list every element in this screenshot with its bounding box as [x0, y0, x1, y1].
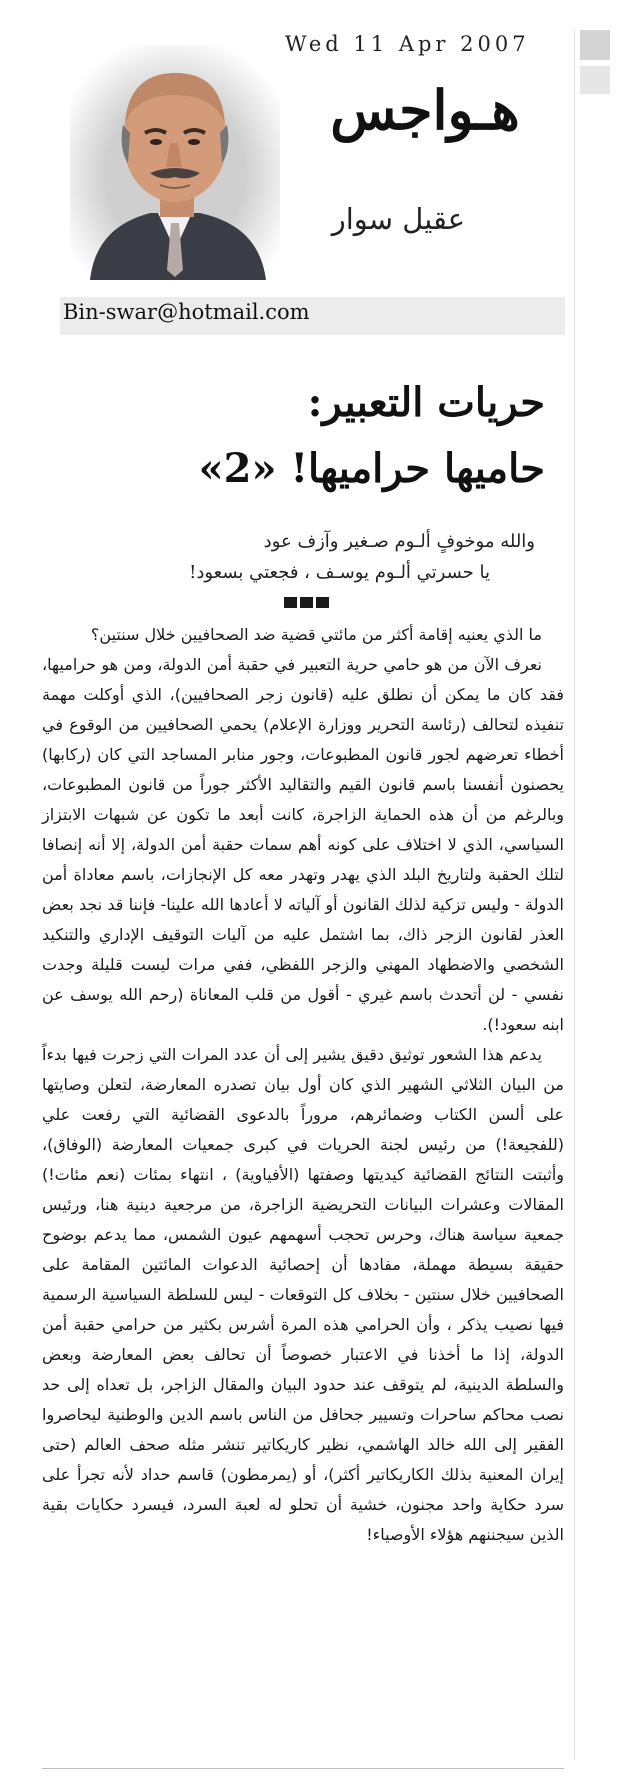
separator-block — [284, 597, 297, 608]
author-name: عقيل سوار — [331, 202, 465, 236]
column-divider-line — [574, 30, 575, 1760]
article-paragraph-2: نعرف الآن من هو حامي حرية التعبير في حقبة أمن الدولة، ومن هو حراميها، فقد كان ما يمكن أن نطلق عليه (قانون زجر الصحافيين)، الذي أوكلت مهمة تنفيذه لتحالف (رئاسة التحرير ووزارة الإعلام) يحمي الصحافيين من الوقوع في أخطاء تعرضهم لجور قانون المطبوعات، وجور منابر المساجد التي كان (ركابها) يحصنون أنفسنا باسم قانون القيم والتقاليد الأكثر جوراً من قانون المطبوعات، وبالرغم من أن هذه الحماية الزاجرة، كانت أبعد ما تكون عن شبهات الابتزاز السياسي، الذي لا اختلاف على كونه أهم سمات حقبة أمن الدولة، إلا أنه إنصافا لتلك الحقبة ولتاريخ البلد الذي يهدر وتهدر معه كل الإنجازات، باسم معاداة أمن الدولة - وليس تزكية لذلك القانون أو آلياته لا أعادها الله علينا- فإننا قد نجد بعض العذر لقانون الزجر ذاك، بما اشتمل عليه من آليات التوقيف الإداري والتنكيد الشخصي والاضطهاد المهني والزجر اللفظي، ففي مرات ليست قليلة وجدت نفسي - لن أتحدث باسم غيري - أقول من قلب المعاناة (رحم الله يوسف عن ابنه سعود!). — [42, 655, 564, 1034]
page-tab-top — [580, 30, 610, 60]
author-portrait — [70, 45, 280, 280]
article-paragraph-1: ما الذي يعنيه إقامة أكثر من مائتي قضية ضد الصحافيين خلال سنتين؟ — [90, 625, 542, 644]
separator-block — [316, 597, 329, 608]
headline-line-2: حاميها حراميها! «2» — [198, 445, 545, 492]
section-separator — [284, 597, 330, 608]
verse-line-2: يا حسرتي ألـوم يوسـف ، فجعتي بسعود! — [189, 562, 490, 583]
bottom-divider-line — [42, 1768, 564, 1769]
article-paragraph-3: يدعم هذا الشعور توثيق دقيق يشير إلى أن عدد المرات التي زجرت فيها بدءاً من البيان الثلاثي الشهير الذي كان أول بيان تصدره المعارضة، لتعلن وصايتها على ألسن الكتاب وضمائرهم، مروراً بالدعوى القضائية التي رفعت علي (للفجيعة!) من رئيس لجنة الحريات في كبرى جمعيات المعارضة (الوفاق)، وأثبتت النتائج القضائية كيديتها وصفتها (الأفياوية) ، انتهاء بمئات (نعم مئات!) المقالات وعشرات البيانات التحريضية الزاجرة، من مرجعية دينية هنا، ورئيس جمعية سياسة هناك، وحرس تحجب أسهمهم عيون الشمس، مما يدعم بوضوح حقيقة بسيطة مهملة، مفادها أن إحصائية الدعوات المائتين المقامة على الصحافيين خلال سنتين - بخلاف كل التوقعات - ليس للسلطة السياسية الرسمية فيها نصيب يذكر ، وأن الحرامي هذه المرة أشرس بكثير من حرامي حقبة أمن الدولة، إذا ما أخذنا في الاعتبار خصوصاً أن تحالف بعض المعارضة وبعض والسلطة الدينية، لم يتوقف عند حدود البيان والمقال الزاجر، بل تعداه إلى حد نصب محاكم ساحرات وتسيير جحافل من الناس باسم الدين والوطنية ليحاصروا الفقير إلى الله خالد الهاشمي، نظير كاريكاتير تنشر مثله صحف العالم (حتى إيران المعنية بذلك الكاريكاتير أكثر)، أو (يمرمطون) قاسم حداد لأنه تجرأ على سرد حكاية واحد مجنون، خشية أن تحلو له لعبة السرد، فيسرد حكايات بقية الذين سيجننهم هؤلاء الأوصياء! — [42, 1045, 564, 1544]
article-body — [42, 620, 564, 1550]
verse-line-1: والله موخوفٍ ألـوم صـغير وآزف عود — [263, 531, 535, 552]
article-headline — [60, 370, 545, 502]
headline-line-1: حريات التعبير: — [307, 379, 545, 426]
publication-date: Wed 11 Apr 2007 — [285, 32, 530, 56]
column-title: هـواجس — [330, 78, 520, 142]
page-tab-secondary — [580, 66, 610, 94]
separator-block — [300, 597, 313, 608]
author-email-link[interactable]: Bin-swar@hotmail.com — [63, 300, 310, 324]
